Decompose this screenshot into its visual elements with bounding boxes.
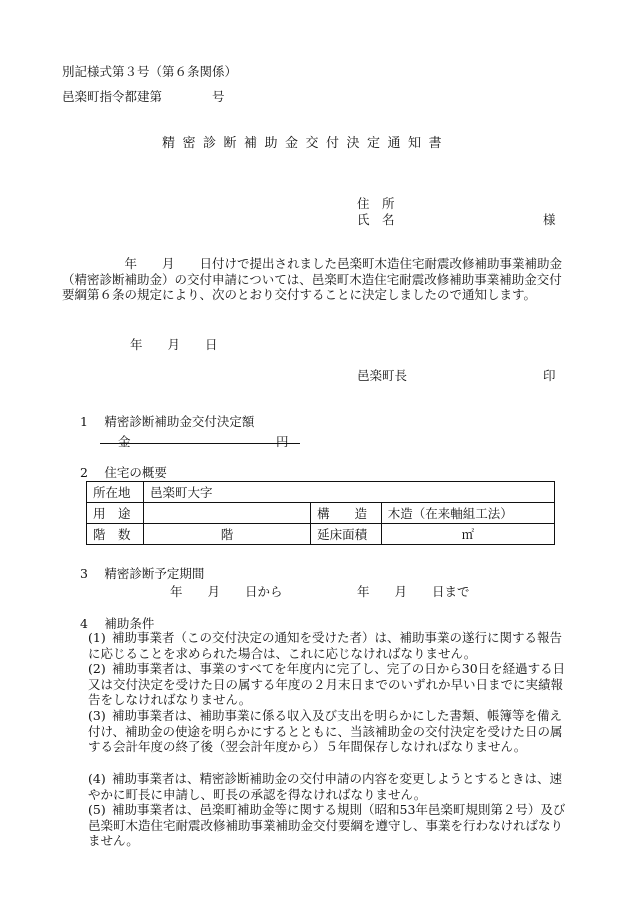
honorific: 様 [543, 212, 556, 227]
section4-heading: 4 補助条件 [80, 616, 155, 631]
condition-number: (1) [88, 630, 106, 645]
condition-number: (2) [88, 661, 106, 676]
period-to: 年 月 日まで [357, 584, 470, 599]
condition-text: 補助事業者は、邑楽町補助金等に関する規則（昭和53年邑楽町規則第２号）及び邑楽町木造住宅耐震改修補助事業補助金交付要綱を遵守し、事業を行わなければなりません。 [88, 802, 566, 849]
house-overview-table [86, 481, 555, 545]
body-paragraph: 年 月 日付けで提出されました邑楽町木造住宅耐震改修補助事業補助金（精密診断補助金）の交付申請については、邑楽町木造住宅耐震改修補助事業補助金交付要綱第６条の規定により、次のとおり交付することに決定しましたので通知します。 [62, 256, 563, 302]
condition-text: 補助事業者（この交付決定の通知を受けた者）は、補助事業の遂行に関する報告に応じることを求められた場合は、これに応じなければなりません。 [88, 630, 563, 661]
period-from: 年 月 日から [170, 584, 283, 599]
document-number: 邑楽町指令都建第 号 [62, 89, 225, 104]
condition-text: 補助事業者は、補助事業に係る収入及び支出を明らかにした書類、帳簿等を備え付け、補助金の使途を明らかにするとともに、当該補助金の交付決定を受けた日の属する会計年度の終了後（翌会計年度から）５年間保存しなければなりません。 [88, 708, 563, 755]
sender-title: 邑楽町長 [357, 368, 408, 383]
amount-prefix: 金 [118, 434, 131, 449]
condition-item [88, 708, 573, 755]
location-label: 所在地 [87, 482, 144, 503]
form-label: 別記様式第３号（第６条関係） [62, 64, 238, 79]
location-value: 邑楽町大字 [144, 482, 555, 503]
amount-underline [100, 443, 300, 444]
condition-text: 補助事業者は、精密診断補助金の交付申請の内容を変更しようとするときは、速やかに町長に申請し、町長の承認を得なければなりません。 [88, 771, 563, 802]
condition-number: (3) [88, 708, 106, 723]
structure-label: 構 造 [311, 503, 382, 524]
section1-heading: 1 精密診断補助金交付決定額 [80, 414, 255, 429]
document-title: 精密診断補助金交付決定通知書 [162, 136, 450, 151]
structure-value: 木造（在来軸組工法） [381, 503, 554, 524]
section2-heading: 2 住宅の概要 [80, 465, 167, 480]
amount-suffix: 円 [276, 434, 289, 449]
floor-area-label: 延床面積 [311, 524, 382, 545]
section3-heading: 3 精密診断予定期間 [80, 566, 205, 581]
seal-mark: 印 [543, 368, 556, 383]
date-line: 年 月 日 [130, 337, 218, 352]
usage-label: 用 途 [87, 503, 144, 524]
floors-label: 階 数 [87, 524, 144, 545]
floors-value: 階 [144, 524, 311, 545]
usage-value [144, 503, 311, 524]
condition-text: 補助事業者は、事業のすべてを年度内に完了し、完了の日から30日を経過する日又は交付決定を受けた日の属する年度の２月末日までのいずれか早い日までに実績報告をしなければなりません。 [88, 661, 566, 708]
condition-item [88, 802, 573, 849]
address-label: 住 所 [357, 196, 395, 211]
condition-item [88, 630, 573, 661]
condition-item [88, 661, 573, 708]
name-label: 氏 名 [357, 212, 395, 227]
condition-number: (4) [88, 771, 106, 786]
floor-area-value: ㎡ [381, 524, 554, 545]
condition-item [88, 771, 573, 802]
condition-number: (5) [88, 802, 106, 817]
